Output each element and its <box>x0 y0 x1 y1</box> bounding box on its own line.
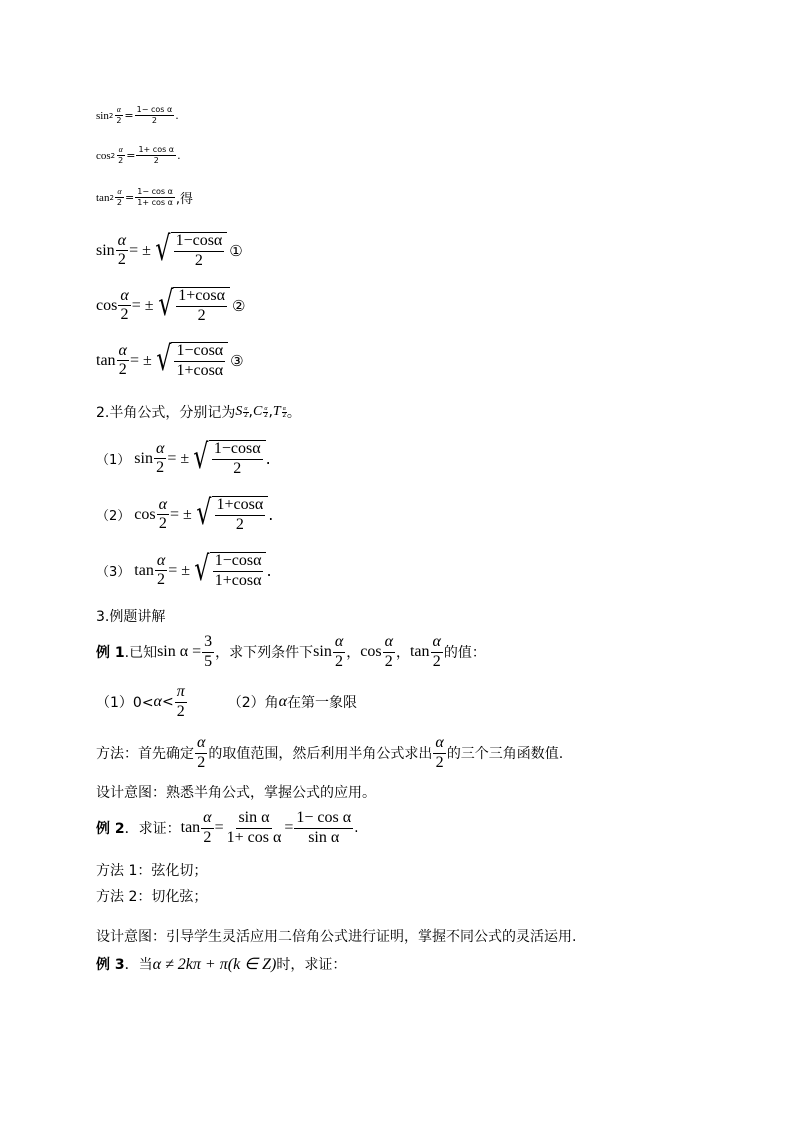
example-3: 例 3 ．当 α ≠ 2kπ + π(k ∈ Z) 时，求证： <box>96 956 347 973</box>
half-alpha-frac: $\frac{\alpha}{2}$ <box>118 145 124 166</box>
root-formula-tan: tan $\frac{\alpha}{2}$ = ± √ $\frac{1-\cos\alpha}{1+\cos\alpha}$ ③ <box>96 339 244 379</box>
half-alpha-frac: $\frac{\alpha}{2}$ <box>156 551 166 589</box>
half-alpha-frac: $\frac{\alpha}{2}$ <box>197 734 206 771</box>
value-frac: $\frac{3}{5}$ <box>204 633 213 670</box>
example-1: 例 1 .已知 sin α = $\frac{3}{5}$ ，求下列条件下 sin $\frac{\alpha}{2}$ ， cos $\frac{\alpha}{2}$ ， tan $\frac{\alpha}{2}$ 的值： <box>96 633 486 670</box>
half-alpha-frac: $\frac{\alpha}{2}$ <box>116 187 123 208</box>
method-1: 方法：首先确定 $\frac{\alpha}{2}$ 的取值范围，然后利用半角公式求出 $\frac{\alpha}{2}$ 的三个三角函数值. <box>96 734 564 771</box>
subscript-half-alpha: α 2 <box>282 405 287 419</box>
circled-number: ② <box>231 296 246 315</box>
design-intent-1: 设计意图：熟悉半角公式，掌握公式的应用。 <box>96 785 376 801</box>
circled-number: ① <box>229 241 243 260</box>
half-alpha-frac: $\frac{\alpha}{2}$ <box>384 633 393 670</box>
intro-tan2: tan 2 $\frac{\alpha}{2}$ = $\frac{\text{1− cos α}}{\text{1+ cos α}}$ ,得 <box>96 187 193 208</box>
circled-number: ③ <box>230 351 244 370</box>
sqrt-radical: √ $\frac{1-\cos\alpha}{1+\cos\alpha}$ <box>153 342 228 380</box>
example-1-conditions: （1）0< α < $\frac{\pi}{2}$ （2）角 α 在第一象限 <box>96 683 358 720</box>
intro-sin2: sin 2 $\frac{\alpha}{2}$ = $\frac{\text{1− cos α}}{2}$ . <box>96 105 179 126</box>
sqrt-radical: √ $\frac{1+\cos\alpha}{2}$ <box>155 287 230 325</box>
rhs-frac: $\frac{\text{1+ cos α}}{2}$ <box>138 145 175 166</box>
half-alpha-frac: $\frac{\alpha}{2}$ <box>203 809 212 846</box>
half-alpha-frac: $\frac{\alpha}{2}$ <box>334 633 344 670</box>
sqrt-radical: √ $\frac{1+\cos\alpha}{2}$ <box>193 496 268 534</box>
half-alpha-frac: $\frac{\alpha}{2}$ <box>120 286 129 324</box>
formula-2: （2） cos $\frac{\alpha}{2}$ = ± √ $\frac{1+\cos\alpha}{2}$ . <box>96 493 274 533</box>
subscript-half-alpha: α 2 <box>263 405 268 419</box>
half-alpha-frac: $\frac{\alpha}{2}$ <box>117 231 127 269</box>
method-2a: 方法 1：弦化切； <box>96 863 208 879</box>
half-alpha-frac: $\frac{\alpha}{2}$ <box>116 105 122 126</box>
identity-frac-2: $\frac{\text{1− cos α}}{\text{sin α}}$ <box>296 809 352 846</box>
half-alpha-frac: $\frac{\alpha}{2}$ <box>432 633 441 670</box>
identity-frac-1: $\frac{\text{sin α}}{\text{1+ cos α}}$ <box>226 809 282 846</box>
formula-1: （1） sin $\frac{\alpha}{2}$ = ± √ $\frac{1-\cos\alpha}{2}$ . <box>96 437 271 477</box>
half-alpha-frac: $\frac{\alpha}{2}$ <box>155 439 165 477</box>
rhs-frac: $\frac{\text{1− cos α}}{\text{1+ cos α}}$ <box>137 187 173 208</box>
subscript-half-alpha: α 2 <box>244 405 248 419</box>
example-2: 例 2 ．求证： tan $\frac{\alpha}{2}$ = $\frac{\text{sin α}}{\text{1+ cos α}}$ = $\frac{\text{1− cos α}}{\text{sin α}}$ . <box>96 809 359 846</box>
sqrt-radical: √ $\frac{1-\cos\alpha}{2}$ <box>190 440 265 478</box>
half-alpha-frac: $\frac{\alpha}{2}$ <box>435 734 444 771</box>
section-3-heading: 3.例题讲解 <box>96 609 166 625</box>
pi-over-2-frac: $\frac{\pi}{2}$ <box>176 683 185 720</box>
sqrt-radical: √ $\frac{1-\cos\alpha}{1+\cos\alpha}$ <box>191 552 266 590</box>
half-angle-heading: 2.半角公式，分别记为 S α 2 , C α 2 , T α 2 。 <box>96 404 301 421</box>
sqrt-radical: √ $\frac{1-\cos\alpha}{2}$ <box>152 232 227 270</box>
root-formula-sin: sin $\frac{\alpha}{2}$ = ± √ $\frac{1-\cos\alpha}{2}$ ① <box>96 229 243 269</box>
method-2b: 方法 2：切化弦； <box>96 889 208 905</box>
rhs-frac: $\frac{\text{1− cos α}}{2}$ <box>136 105 173 126</box>
formula-3: （3） tan $\frac{\alpha}{2}$ = ± √ $\frac{1-\cos\alpha}{1+\cos\alpha}$ . <box>96 549 272 589</box>
half-alpha-frac: $\frac{\alpha}{2}$ <box>118 341 127 379</box>
intro-cos2: cos 2 $\frac{\alpha}{2}$ = $\frac{\text{1+ cos α}}{2}$ . <box>96 145 181 166</box>
root-formula-cos: cos $\frac{\alpha}{2}$ = ± √ $\frac{1+\cos\alpha}{2}$ ② <box>96 284 246 324</box>
design-intent-2: 设计意图：引导学生灵活应用二倍角公式进行证明，掌握不同公式的灵活运用. <box>96 929 577 945</box>
half-alpha-frac: $\frac{\alpha}{2}$ <box>158 495 168 533</box>
